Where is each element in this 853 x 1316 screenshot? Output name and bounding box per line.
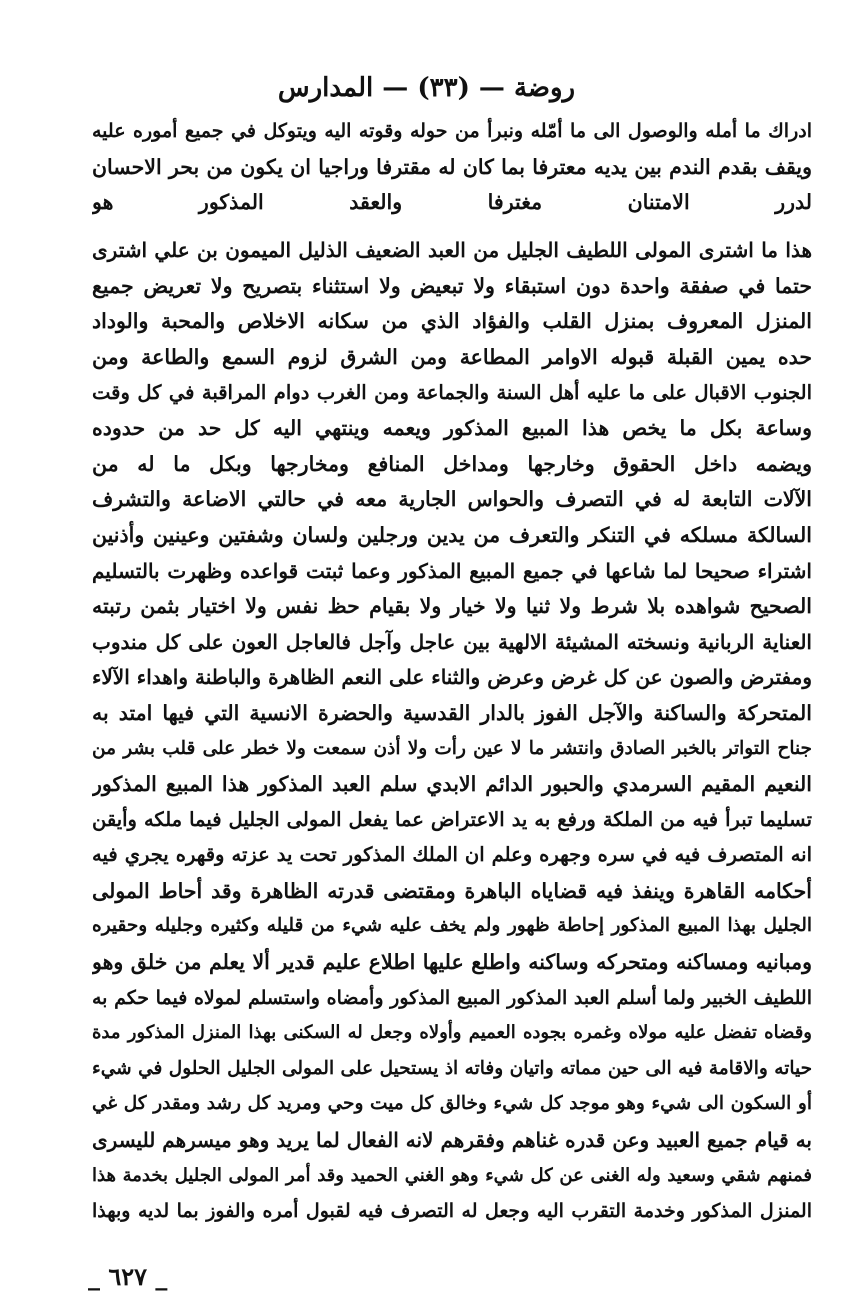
page-number: _ ٦٢٧ _: [88, 1262, 168, 1291]
running-head: روضة — (٣٣) — المدارس: [277, 73, 576, 103]
text-line: المنزل المذكور وخدمة التقرب اليه وجعل له التصرف فيه لقبول أمره والفوز بما لديه وبهذا: [92, 1200, 812, 1223]
text-line: لدرر الامتنان مغترفا والعقد المذكور هو: [92, 190, 812, 215]
text-line: ويقف بقدم الندم بين يديه معترفا بما كان له مقترفا وراجيا ان يكون من بحر الاحسان: [92, 154, 812, 179]
text-line: جناح التواتر بالخبر الصادق وانتشر ما لا عين رأت ولا أذن سمعت ولا خطر على قلب بشر من: [92, 737, 812, 759]
text-line: المنزل المعروف بمنزل القلب والفؤاد الذي من سكانه الاخلاص والمحبة والوداد: [92, 309, 812, 334]
text-line: به قيام جميع العبيد وعن قدره غناهم وفقرهم لانه الفعال لما يريد وهو ميسرهم لليسرى: [92, 1128, 812, 1153]
text-line: ويضمه داخل الحقوق وخارجها ومداخل المنافع ومخارجها وبكل ما له من: [92, 451, 812, 476]
text-line: الجنوب الاقبال على ما عليه أهل السنة والجماعة ومن الغرب دوام المراقبة في كل وقت: [92, 380, 812, 404]
text-line: حده يمين القبلة قبوله الاوامر المطاعة ومن الشرق لزوم السمع والطاعة ومن: [92, 344, 812, 369]
text-line: هذا ما اشترى المولى اللطيف الجليل من العبد الضعيف الذليل الميمون بن علي اشترى: [92, 238, 812, 263]
text-line: حتما في صفقة واحدة دون استبقاء ولا تبعيض ولا استثناء بتصريح ولا تعريض جميع: [92, 273, 812, 298]
text-line: تسليما تبرأ فيه من الملكة ورفع به يد الاعتراض عما يفعل المولى الجليل فيما ملكه وأيقن: [92, 807, 812, 831]
text-line: أحكامه القاهرة وينفذ فيه قضاياه الباهرة ومقتضى قدرته الظاهرة وقد أحاط المولى: [92, 878, 812, 903]
text-line: اللطيف الخبير ولما أسلم العبد المذكور المبيع المذكور وأمضاه واستسلم لمولاه فيما حكم به: [92, 986, 812, 1009]
text-line: انه المتصرف فيه في سره وجهره وعلم ان الملك المذكور تحت يد عزته وقهره يجري فيه: [92, 843, 812, 867]
text-line: وساعة بكل ما يخص هذا المبيع المذكور ويعمه وينتهي اليه كل حد من حدوده: [92, 416, 812, 441]
text-line: ومفترض والصون عن كل غرض وعرض والثناء على النعم الظاهرة والباطنة واهداء الآلاء: [92, 665, 812, 690]
text-line: العناية الربانية ونسخته المشيئة الالهية بين عاجل وآجل فالعاجل العون على كل مندوب: [92, 629, 812, 654]
text-line: ادراك ما أمله والوصول الى ما أمّله ونبرأ من حوله وقوته اليه ويتوكل في جميع أموره عليه: [92, 120, 812, 142]
text-line: وقضاه تفضل عليه مولاه وغمره بجوده العميم وأولاه وجعل له السكنى بهذا المنزل المذكور مدة: [92, 1022, 812, 1044]
body-text: [92, 114, 812, 1230]
text-line: حياته والاقامة فيه الى حين مماته واتيان وفاته اذ يستحيل على المولى الجليل الحلول في شيء: [92, 1057, 812, 1079]
text-line: الجليل بهذا المبيع المذكور إحاطة ظهور ولم يخف عليه شيء من قليله وكثيره وجليله وحقيره: [92, 915, 812, 937]
text-line: المتحركة والساكنة والآجل الفوز بالدار القدسية والحضرة الانسية التي فيها امتد به: [92, 700, 812, 725]
text-line: الصحيح شواهده بلا شرط ولا ثنيا ولا خيار ولا بقيام حظ نفس ولا اختيار بثمن رتبته: [92, 594, 812, 619]
text-line: النعيم المقيم السرمدي والحبور الدائم الابدي سلم العبد المذكور هذا المبيع المذكور: [92, 772, 812, 797]
text-line: الآلات التابعة له في التصرف والحواس الجارية معه في حالتي الاضاعة والتشرف: [92, 487, 812, 512]
text-line: اشتراء صحيحا لما شاعها في جميع المبيع المذكور وعما ثبتت قواعده وظهرت بالتسليم: [92, 558, 812, 583]
text-line: السالكة مسلكه في التنكر والتعرف من يدين ورجلين ولسان وشفتين وعينين وأذنين: [92, 522, 812, 547]
text-line: ومبانيه ومساكنه ومتحركه وساكنه واطلع عليها اطلاع عليم قدير ألا يعلم من خلق وهو: [92, 950, 812, 975]
text-line: أو السكون الى شيء وهو موجد كل شيء وخالق كل ميت وحي ومريد كل رشد ومقدر كل غي: [92, 1093, 812, 1115]
text-line: فمنهم شقي وسعيد وله الغنى عن كل شيء وهو الغني الحميد وقد أمر المولى الجليل بخدمة هذا: [92, 1164, 812, 1186]
